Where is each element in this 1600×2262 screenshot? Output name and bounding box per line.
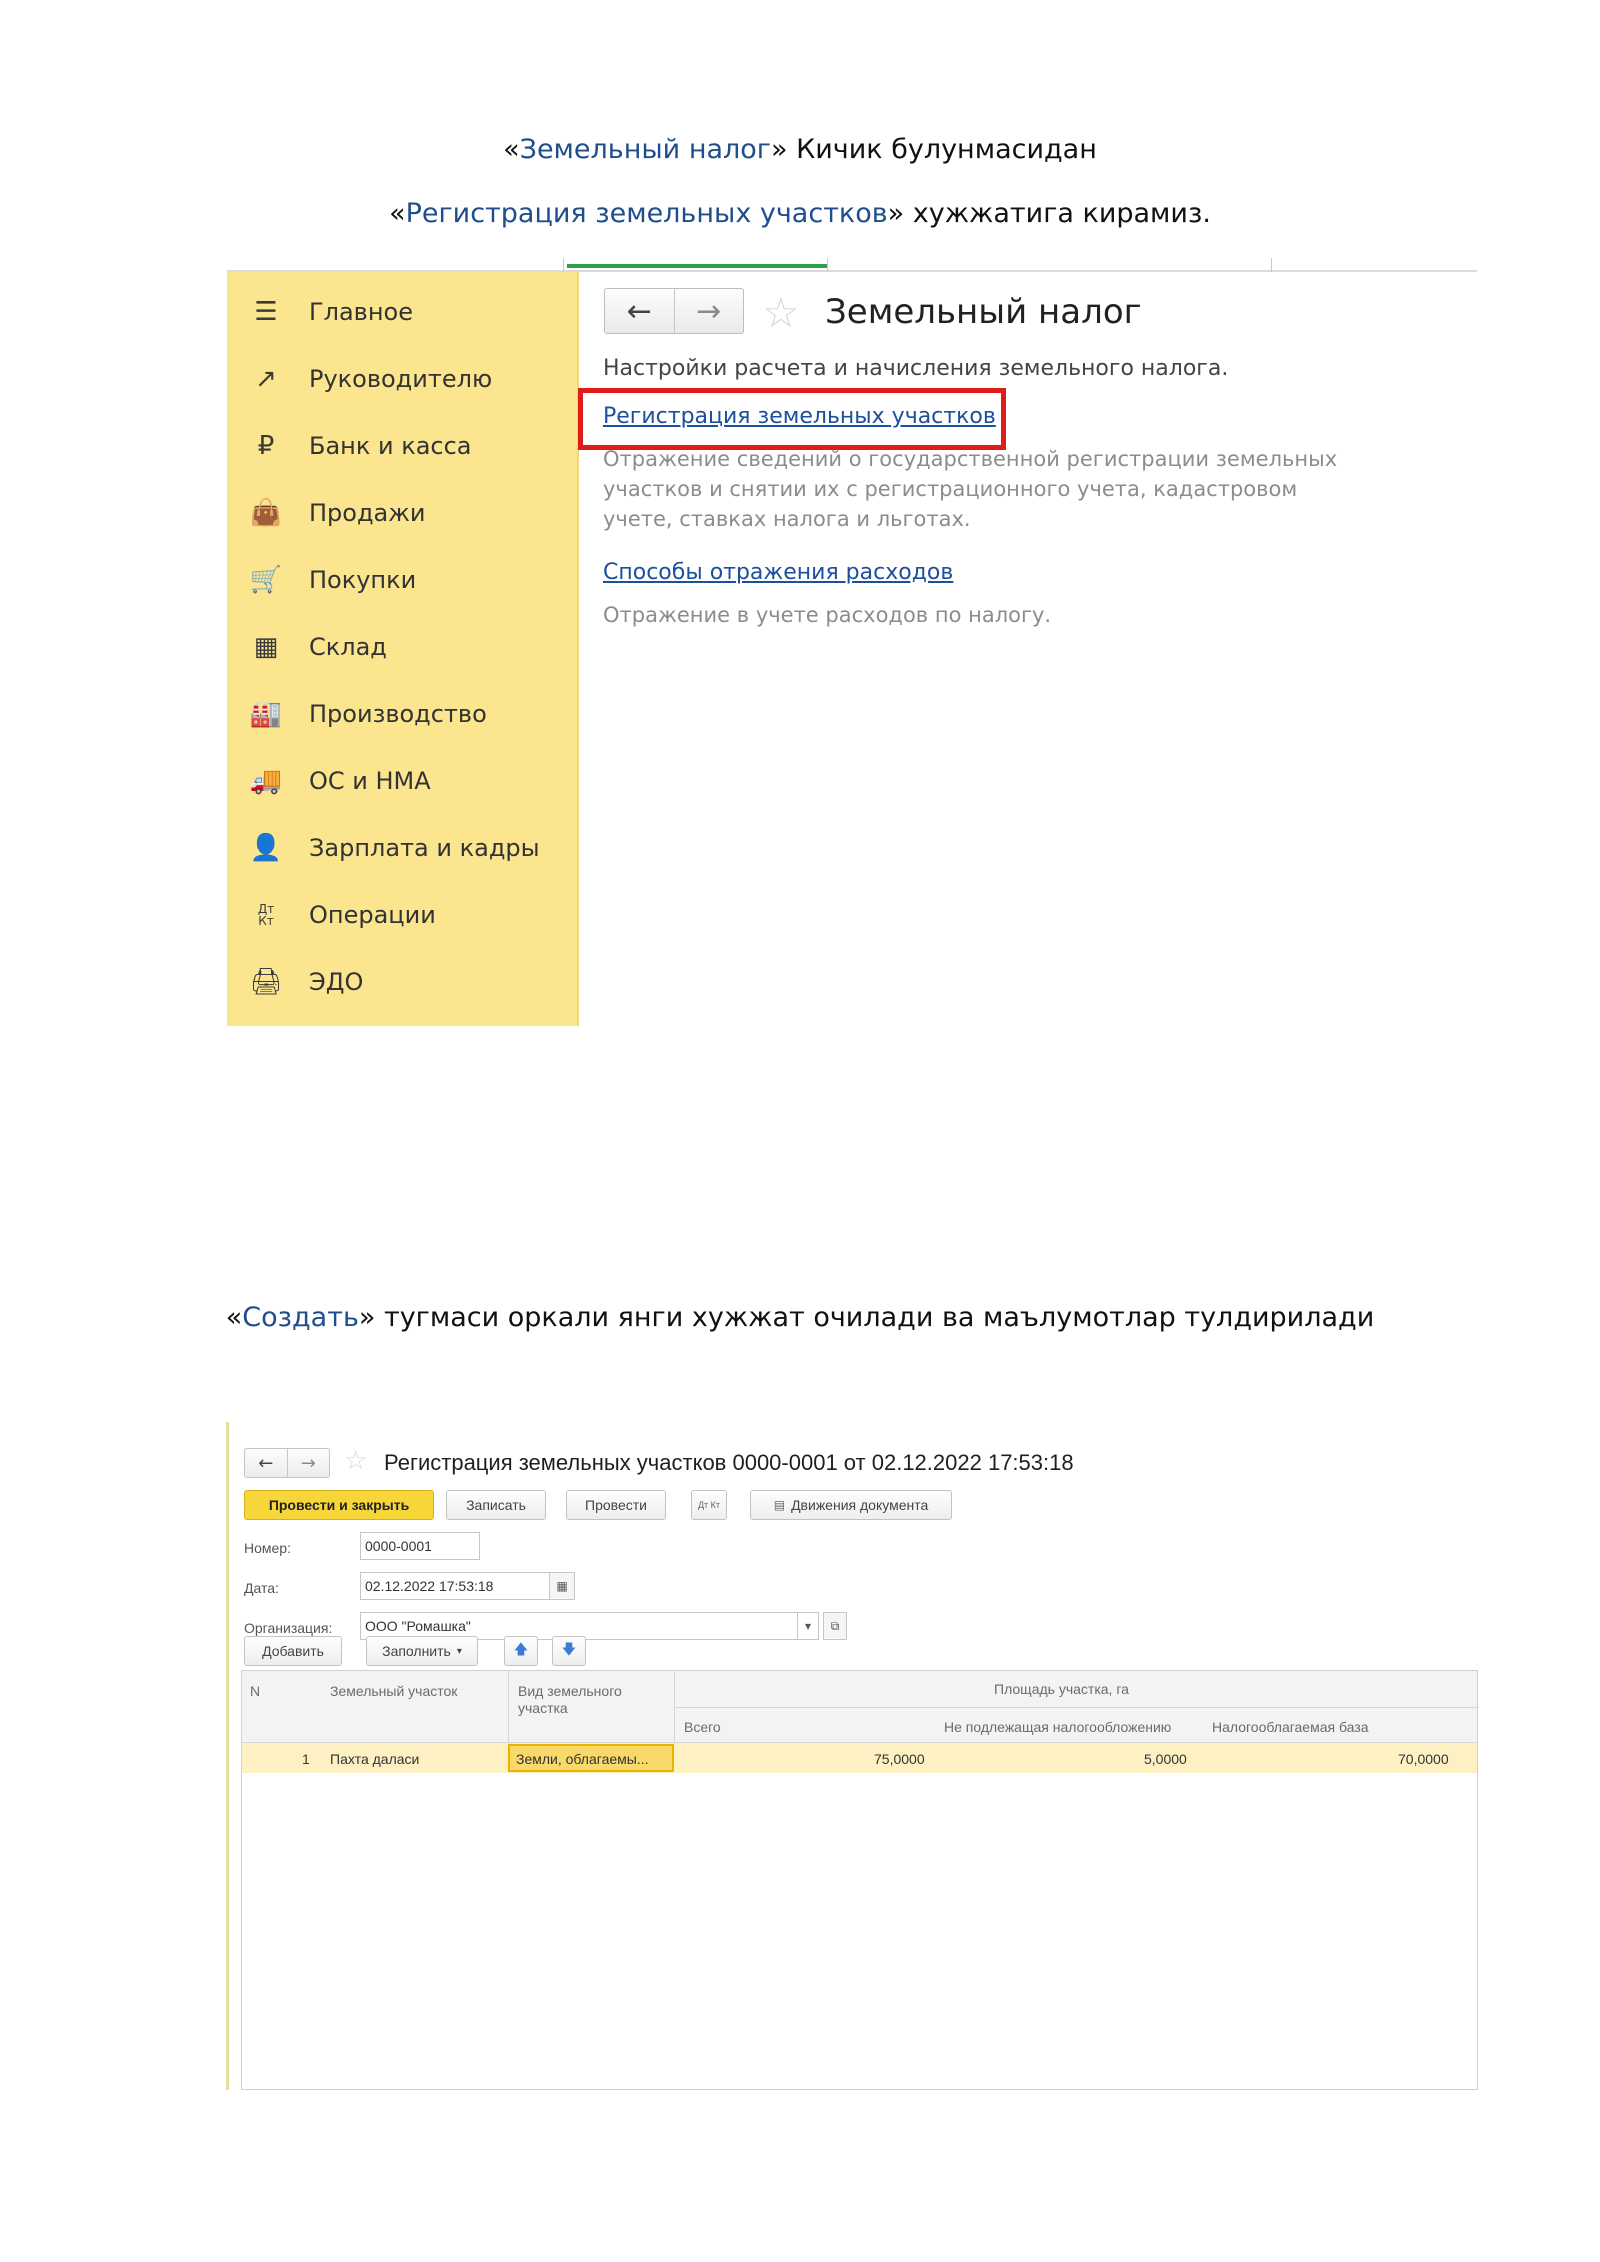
cell-land-plot[interactable]: Пахта даласи xyxy=(330,1751,420,1767)
sidebar-item-label: Операции xyxy=(309,901,436,929)
sidebar-item-label: Продажи xyxy=(309,499,426,527)
quote-open: « xyxy=(389,198,406,229)
sidebar-item-main[interactable] xyxy=(249,292,413,332)
document-movements-label: Движения документа xyxy=(791,1497,929,1513)
active-tab-indicator xyxy=(567,264,827,268)
ruble-coin-icon: ₽ xyxy=(257,431,275,461)
cell-taxable[interactable]: 70,0000 xyxy=(1398,1751,1449,1767)
registration-link-description-line: учете, ставках налога и льготах. xyxy=(603,507,971,531)
sidebar-item-edo[interactable] xyxy=(249,962,363,1002)
sidebar-item-label: Руководителю xyxy=(309,365,493,393)
highlight-registration: Регистрация земельных участков xyxy=(405,198,888,229)
expense-methods-link[interactable]: Способы отражения расходов xyxy=(603,560,954,585)
cell-plot-kind[interactable]: Земли, облагаемы... xyxy=(508,1744,674,1772)
screenshot-registration-form xyxy=(226,1422,1478,2090)
trend-icon: ↗ xyxy=(255,364,277,394)
sidebar xyxy=(227,272,579,1026)
sidebar-item-label: Зарплата и кадры xyxy=(309,834,540,862)
add-row-button[interactable]: Добавить xyxy=(244,1636,342,1666)
header-area-group: Площадь участка, га xyxy=(994,1681,1129,1697)
header-group-divider xyxy=(674,1707,1479,1708)
sidebar-item-label: Главное xyxy=(309,298,413,326)
sidebar-item-purchases[interactable] xyxy=(249,560,416,600)
header-plot-kind: Вид земельного участка xyxy=(518,1683,622,1716)
move-up-button[interactable] xyxy=(504,1636,538,1666)
registration-link-description-line: участков и снятии их с регистрационного учета, кадастровом xyxy=(603,477,1298,501)
doc-line-1 xyxy=(0,134,1600,165)
registration-link-description-line: Отражение сведений о государственной регистрации земельных xyxy=(603,447,1338,471)
arrow-down-icon: 🡇 xyxy=(561,1641,577,1657)
back-arrow-icon[interactable]: ← xyxy=(626,293,652,329)
calendar-icon[interactable]: ▦ xyxy=(549,1572,575,1600)
forward-arrow-icon[interactable]: → xyxy=(287,1449,330,1477)
favorite-star-icon[interactable]: ☆ xyxy=(762,288,800,337)
forward-arrow-icon[interactable]: → xyxy=(674,289,744,333)
sidebar-item-label: Производство xyxy=(309,700,487,728)
header-n: N xyxy=(250,1683,261,1699)
tab-separator xyxy=(827,258,828,272)
screenshot-land-tax-section xyxy=(227,258,1477,1026)
highlight-create: Создать xyxy=(242,1302,359,1333)
debit-credit-icon: Дт Кт xyxy=(697,1500,721,1510)
move-down-button[interactable] xyxy=(552,1636,586,1666)
debit-credit-button[interactable] xyxy=(691,1490,727,1520)
sidebar-item-sales[interactable] xyxy=(249,493,425,533)
sidebar-item-assets[interactable] xyxy=(249,761,431,801)
header-exempt: Не подлежащая налогообложению xyxy=(944,1719,1172,1735)
truck-icon: 🚚 xyxy=(249,766,283,796)
highlight-land-tax: Земельный налог xyxy=(519,134,771,165)
sidebar-item-manager[interactable] xyxy=(249,359,492,399)
sidebar-item-payroll[interactable] xyxy=(249,828,540,868)
open-link-icon[interactable]: ⧉ xyxy=(823,1612,847,1640)
sidebar-item-production[interactable] xyxy=(249,694,487,734)
number-field[interactable]: 0000-0001 xyxy=(360,1532,480,1560)
panel-border xyxy=(226,1422,229,2090)
quote-open: « xyxy=(503,134,520,165)
sidebar-item-label: Банк и касса xyxy=(309,432,472,460)
quote-open: « xyxy=(225,1302,243,1333)
cell-n: 1 xyxy=(302,1751,310,1767)
shopping-bag-icon: 👜 xyxy=(249,498,283,528)
expense-methods-description: Отражение в учете расходов по налогу. xyxy=(603,603,1052,627)
fill-button-label: Заполнить xyxy=(382,1643,451,1659)
registration-link[interactable]: Регистрация земельных участков xyxy=(603,404,996,429)
table-row[interactable] xyxy=(242,1743,1477,1773)
tabs-strip xyxy=(227,258,1477,272)
sidebar-item-label: ОС и НМА xyxy=(309,767,431,795)
document-movements-button[interactable] xyxy=(750,1490,952,1520)
document-title: Регистрация земельных участков 0000-0001 от 02.12.2022 17:53:18 xyxy=(384,1450,1074,1475)
history-nav xyxy=(604,288,744,334)
header-total: Всего xyxy=(684,1719,721,1735)
menu-icon: ☰ xyxy=(254,297,278,327)
doc-line-3 xyxy=(0,1302,1600,1333)
warehouse-grid-icon: ▦ xyxy=(253,632,279,662)
post-button[interactable]: Провести xyxy=(566,1490,666,1520)
line-text: » хужжатига кирамиз. xyxy=(887,198,1211,229)
factory-icon: 🏭 xyxy=(249,699,283,729)
sidebar-item-label: ЭДО xyxy=(309,968,364,996)
header-taxable: Налогооблагаемая база xyxy=(1212,1719,1369,1735)
date-label: Дата: xyxy=(244,1580,279,1596)
land-plots-table xyxy=(241,1670,1478,2090)
doc-line-2 xyxy=(0,198,1600,229)
cell-exempt[interactable]: 5,0000 xyxy=(1144,1751,1187,1767)
arrow-up-icon: 🡅 xyxy=(513,1641,529,1657)
chevron-down-icon: ▾ xyxy=(456,1645,462,1657)
person-icon: 👤 xyxy=(249,833,283,863)
history-nav xyxy=(244,1448,330,1478)
line-text: » Кичик булунмасидан xyxy=(770,134,1097,165)
fill-button[interactable] xyxy=(366,1636,478,1666)
post-and-close-button[interactable]: Провести и закрыть xyxy=(244,1490,434,1520)
cell-total[interactable]: 75,0000 xyxy=(874,1751,925,1767)
section-description: Настройки расчета и начисления земельного налога. xyxy=(603,356,1229,381)
number-label: Номер: xyxy=(244,1540,291,1556)
save-button[interactable]: Записать xyxy=(446,1490,546,1520)
sidebar-item-label: Покупки xyxy=(309,566,417,594)
organization-label: Организация: xyxy=(244,1620,333,1636)
date-field[interactable]: 02.12.2022 17:53:18 xyxy=(360,1572,550,1600)
back-arrow-icon[interactable]: ← xyxy=(258,1452,274,1474)
debit-credit-icon: Дт Кт xyxy=(257,902,275,928)
favorite-star-icon[interactable]: ☆ xyxy=(344,1446,368,1476)
line-text: » тугмаси оркали янги хужжат очилади ва маълумотлар тулдирилади xyxy=(358,1302,1375,1333)
header-land-plot: Земельный участок xyxy=(330,1683,458,1699)
column-divider xyxy=(508,1671,509,1743)
report-icon: ▤ xyxy=(773,1498,786,1512)
tab-separator xyxy=(563,258,564,272)
sidebar-item-label: Склад xyxy=(309,633,387,661)
tab-separator xyxy=(1271,258,1272,272)
dropdown-arrow-icon[interactable]: ▾ xyxy=(797,1612,819,1640)
sidebar-item-operations[interactable] xyxy=(249,895,436,935)
organization-field[interactable]: ООО "Ромашка" xyxy=(360,1612,798,1640)
page-title: Земельный налог xyxy=(825,292,1142,332)
cart-icon: 🛒 xyxy=(249,565,283,595)
sidebar-item-bank[interactable] xyxy=(249,426,472,466)
sidebar-item-warehouse[interactable] xyxy=(249,627,387,667)
edo-icon: 🖨 xyxy=(249,967,283,997)
